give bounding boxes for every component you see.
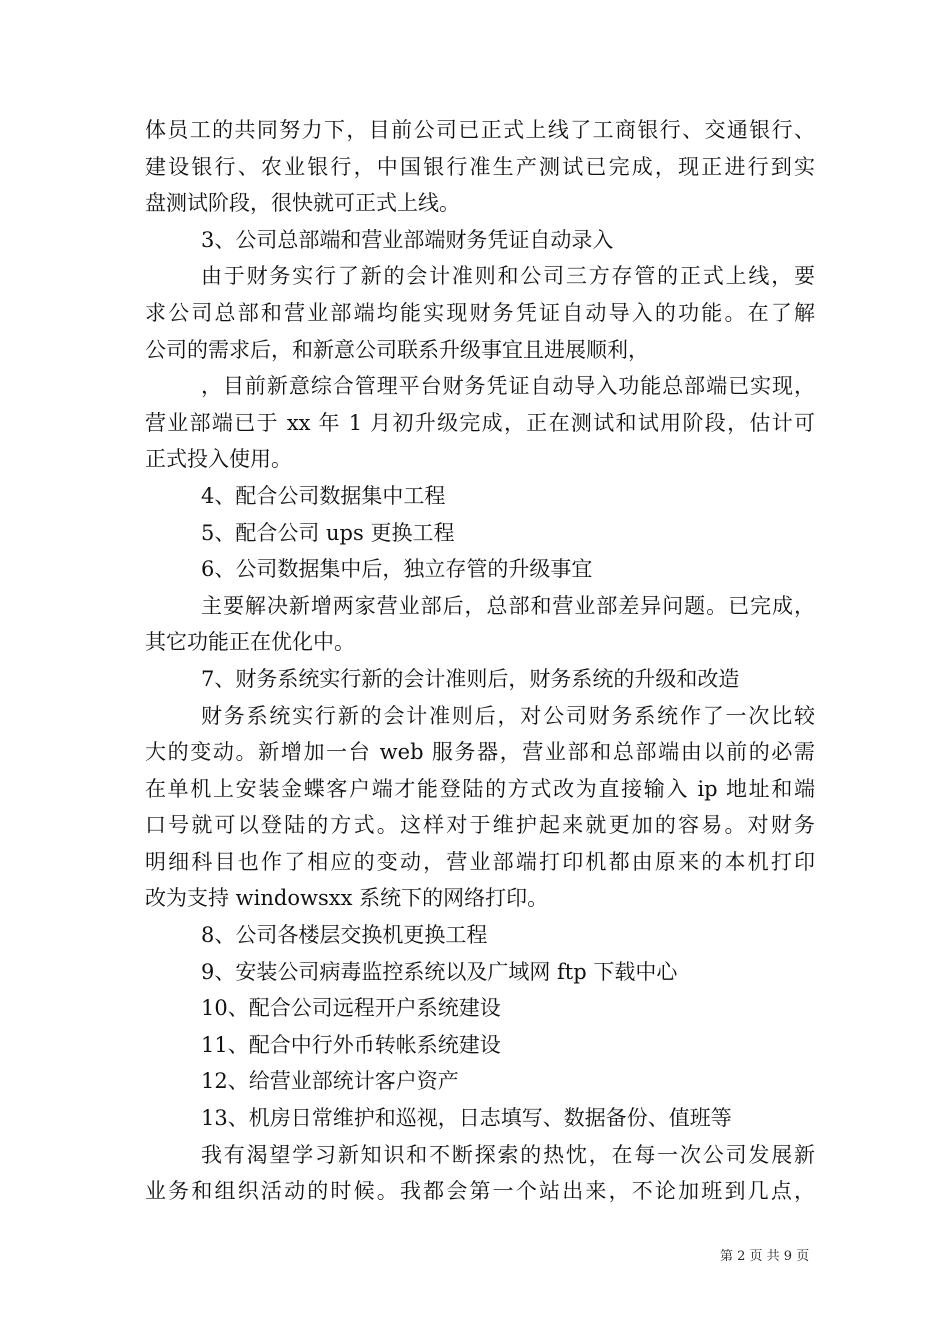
text-line: 明细科目也作了相应的变动，营业部端打印机都由原来的本机打印: [145, 849, 815, 874]
text-line: 6、公司数据集中后，独立存管的升级事宜: [201, 557, 593, 582]
text-line: 业务和组织活动的时候。我都会第一个站出来，不论加班到几点，: [145, 1179, 815, 1204]
text-line: 营业部端已于 xx 年 1 月初升级完成，正在测试和试用阶段，估计可: [145, 410, 815, 435]
text-line: 3、公司总部端和营业部端财务凭证自动录入: [201, 227, 614, 252]
text-line: 财务系统实行新的会计准则后，对公司财务系统作了一次比较: [201, 703, 815, 728]
text-line: 口号就可以登陆的方式。这样对于维护起来就更加的容易。对财务: [145, 813, 815, 838]
text-line: 由于财务实行了新的会计准则和公司三方存管的正式上线，要: [201, 264, 815, 289]
text-line: 改为支持 windowsxx 系统下的网络打印。: [145, 886, 549, 911]
text-line: 体员工的共同努力下，目前公司已正式上线了工商银行、交通银行、: [145, 118, 815, 142]
text-line: ，目前新意综合管理平台财务凭证自动导入功能总部端已实现，: [201, 374, 815, 399]
text-line: 求公司总部和营业部端均能实现财务凭证自动导入的功能。在了解: [145, 300, 815, 325]
text-line: 13、机房日常维护和巡视，日志填写、数据备份、值班等: [201, 1106, 732, 1131]
text-line: 9、安装公司病毒监控系统以及广域网 ftp 下载中心: [201, 959, 678, 984]
text-line: 大的变动。新增加一台 web 服务器，营业部和总部端由以前的必需: [145, 740, 815, 765]
text-line: 5、配合公司 ups 更换工程: [201, 520, 455, 545]
text-line: 7、财务系统实行新的会计准则后，财务系统的升级和改造: [201, 666, 740, 691]
text-line: 主要解决新增两家营业部后，总部和营业部差异问题。已完成，: [201, 593, 815, 618]
text-line: 建设银行、农业银行，中国银行准生产测试已完成，现正进行到实: [145, 154, 815, 179]
text-line: 正式投入使用。: [145, 447, 292, 472]
document-body: [145, 112, 815, 1210]
text-line: 8、公司各楼层交换机更换工程: [201, 923, 488, 948]
text-line: 11、配合中行外币转帐系统建设: [201, 1032, 501, 1057]
text-line: 4、配合公司数据集中工程: [201, 483, 446, 508]
text-line: 盘测试阶段，很快就可正式上线。: [145, 191, 460, 216]
text-line: 公司的需求后，和新意公司联系升级事宜且进展顺利，: [145, 337, 649, 362]
text-line: 我有渴望学习新知识和不断探索的热忱，在每一次公司发展新: [201, 1142, 815, 1167]
text-line: 在单机上安装金蝶客户端才能登陆的方式改为直接输入 ip 地址和端: [145, 776, 815, 801]
text-line: 10、配合公司远程开户系统建设: [201, 996, 501, 1021]
text-line: 12、给营业部统计客户资产: [201, 1069, 459, 1094]
text-line: 其它功能正在优化中。: [145, 630, 355, 655]
page-number: 第 2 页 共 9 页: [720, 1249, 810, 1264]
